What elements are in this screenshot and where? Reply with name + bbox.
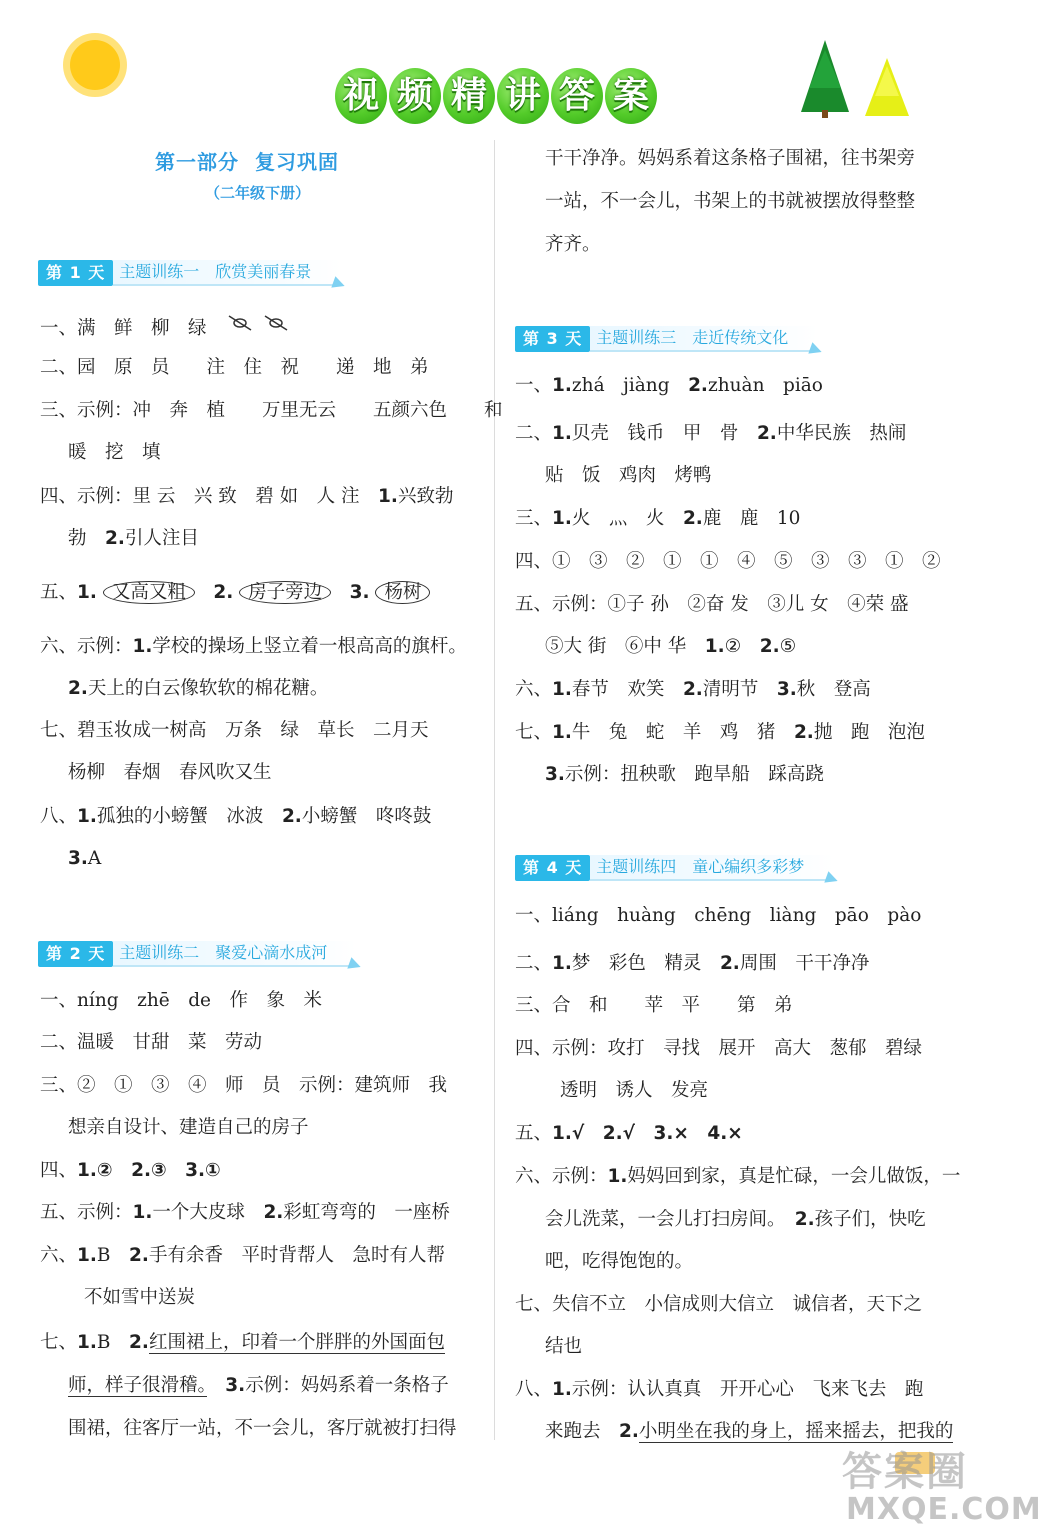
answer-line: 三、示例：冲 奔 植 万里无云 五颜六色 和: [40, 400, 503, 421]
day-badge: 第 1 天: [38, 260, 113, 286]
answer-line: 二、园 原 员 注 住 祝 递 地 弟: [40, 357, 429, 378]
answer-line: 透明 诱人 发亮: [560, 1080, 709, 1101]
answer-line: 六、1.B 2.手有余香 平时背帮人 急时有人帮: [40, 1245, 445, 1266]
answer-line: 六、1.春节 欢笑 2.清明节 3.秋 登高: [515, 679, 871, 700]
answer-line: 四、示例：里 云 兴 致 碧 如 人 注 1.兴致勃: [40, 486, 454, 507]
answer-line: 五、示例：①子 孙 ②奋 发 ③儿 女 ④荣 盛: [515, 594, 909, 615]
answer-line: 四、1.② 2.③ 3.①: [40, 1160, 221, 1181]
answer-line: 五、1. 又高又粗 2. 房子旁边 3. 杨树: [40, 580, 430, 606]
answer-line: 干干净净。妈妈系着这条格子围裙，往书架旁: [545, 148, 916, 169]
answer-line: ⑤大 街 ⑥中 华 1.② 2.⑤: [545, 636, 797, 657]
answer-line: 三、合 和 苹 平 第 弟: [515, 995, 793, 1016]
answer-line: 二、温暖 甘甜 菜 劳动: [40, 1032, 263, 1053]
answer-line: 会儿洗菜，一会儿打扫房间。 2.孩子们，快吃: [545, 1209, 926, 1230]
answer-line: 二、1.梦 彩色 精灵 2.周围 干干净净: [515, 953, 870, 974]
answer-line: 七、1.牛 兔 蛇 羊 鸡 猪 2.抛 跑 泡泡: [515, 722, 925, 743]
answer-line: 不如雪中送炭: [84, 1287, 196, 1308]
answer-line: 3.A: [68, 848, 102, 869]
answer-line: 四、示例：攻打 寻找 展开 高大 葱郁 碧绿: [515, 1038, 923, 1059]
banner-char: 精: [443, 68, 495, 124]
part-title: 第一部分 复习巩固: [155, 150, 339, 174]
banner-char: 频: [389, 68, 441, 124]
answer-line: 贴 饭 鸡肉 烤鸭: [545, 465, 712, 486]
answer-line: 五、1.√ 2.√ 3.× 4.×: [515, 1123, 743, 1144]
day-2-header: [38, 941, 357, 967]
day-4-header: [515, 855, 834, 881]
answer-line: 一、1.zhá jiàng 2.zhuàn piāo: [515, 375, 823, 396]
answer-line: 结也: [545, 1336, 583, 1357]
answer-line: 六、示例：1.妈妈回到家，真是忙碌，一会儿做饭，一: [515, 1166, 961, 1187]
part-subtitle: （二年级下册）: [205, 184, 311, 202]
day-topic: 主题训练一 欣赏美丽春景: [113, 260, 341, 286]
answer-line: 三、1.火 灬 火 2.鹿 鹿 10: [515, 508, 801, 529]
no-sign-icon: [261, 312, 291, 334]
day-badge: 第 2 天: [38, 941, 113, 967]
answer-line: 一、liáng huàng chēng liàng pāo pào: [515, 905, 922, 926]
answer-line: 围裙，往客厅一站，不一会儿，客厅就被打扫得: [68, 1418, 457, 1439]
answer-line: 勃 2.引人注目: [68, 528, 199, 549]
answer-line: 八、1.示例：认认真真 开开心心 飞来飞去 跑: [515, 1379, 924, 1400]
day-badge: 第 3 天: [515, 326, 590, 352]
answer-line: 七、失信不立 小信成则大信立 诚信者，天下之: [515, 1294, 923, 1315]
answer-line: 来跑去 2.小明坐在我的身上，摇来摇去，把我的: [545, 1421, 954, 1442]
answer-line: 六、示例：1.学校的操场上竖立着一根高高的旗杆。: [40, 636, 467, 657]
answer-line: 想亲自设计、建造自己的房子: [68, 1117, 309, 1138]
answer-line: 吧，吃得饱饱的。: [545, 1251, 694, 1272]
day-topic: 主题训练三 走近传统文化: [590, 326, 818, 352]
watermark: 答案圈 MXQE.COM: [842, 1449, 1042, 1527]
day-3-header: [515, 326, 818, 352]
no-sign-icon: [225, 312, 255, 334]
answer-line: 一、níng zhē de 作 象 米: [40, 990, 322, 1011]
answers-banner: [335, 68, 657, 132]
column-divider: [494, 140, 495, 1440]
banner-char: 案: [605, 68, 657, 124]
answer-line: 五、示例：1.一个大皮球 2.彩虹弯弯的 一座桥: [40, 1202, 450, 1223]
day-topic: 主题训练二 聚爱心滴水成河: [113, 941, 357, 967]
day-1-header: [38, 260, 341, 286]
day-badge: 第 4 天: [515, 855, 590, 881]
answer-line: 二、1.贝壳 钱币 甲 骨 2.中华民族 热闹: [515, 423, 907, 444]
answer-line: 暖 挖 填: [68, 442, 161, 463]
answer-line: 师，样子很滑稽。 3.示例：妈妈系着一条格子: [68, 1375, 449, 1396]
answer-line: 一站，不一会儿，书架上的书就被摆放得整整: [545, 191, 916, 212]
day-topic: 主题训练四 童心编织多彩梦: [590, 855, 834, 881]
answer-line: 2.天上的白云像软软的棉花糖。: [68, 678, 329, 699]
banner-char: 答: [551, 68, 603, 124]
answer-line: 杨柳 春烟 春风吹又生: [68, 762, 272, 783]
answer-line: 齐齐。: [545, 234, 601, 255]
answer-line: 七、1.B 2.红围裙上，印着一个胖胖的外国面包: [40, 1332, 445, 1353]
answer-line: 一、满 鲜 柳 绿: [40, 312, 291, 342]
sun-icon: [60, 30, 130, 100]
answer-line: 四、① ③ ② ① ① ④ ⑤ ③ ③ ① ②: [515, 551, 941, 572]
trees-icon: [795, 38, 920, 118]
answer-line: 3.示例：扭秧歌 跑旱船 踩高跷: [545, 764, 824, 785]
answer-line: 三、② ① ③ ④ 师 员 示例：建筑师 我: [40, 1075, 448, 1096]
banner-char: 视: [335, 68, 387, 124]
banner-char: 讲: [497, 68, 549, 124]
answer-line: 七、碧玉妆成一树高 万条 绿 草长 二月天: [40, 720, 429, 741]
answer-line: 八、1.孤独的小螃蟹 冰波 2.小螃蟹 咚咚鼓: [40, 806, 432, 827]
